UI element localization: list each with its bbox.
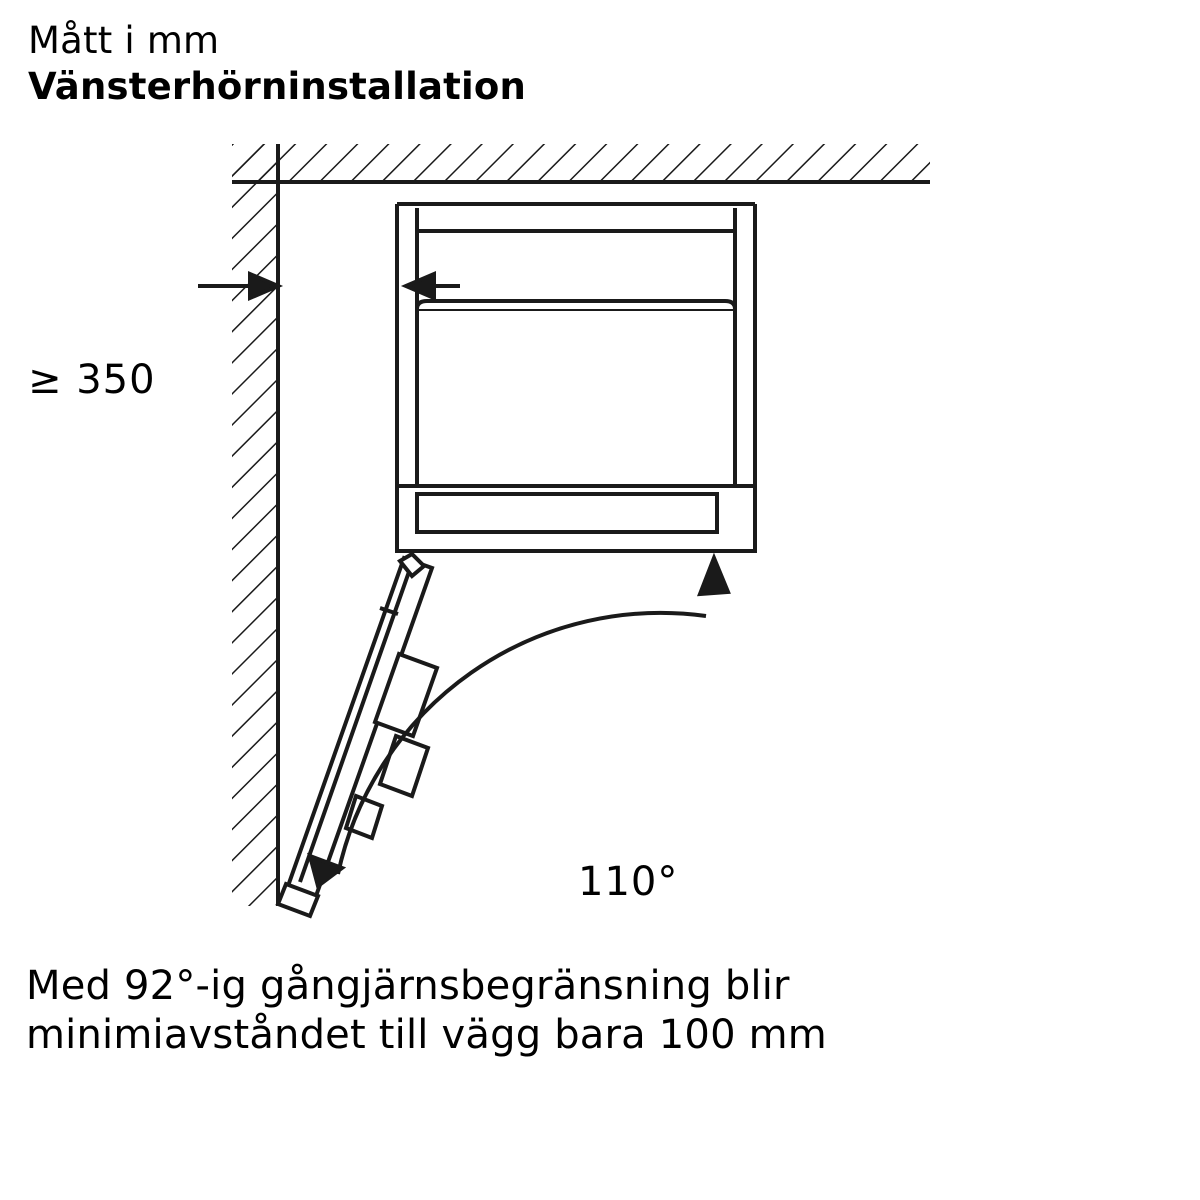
header-units-line: Mått i mm <box>28 19 220 62</box>
depth-arrow <box>406 274 460 298</box>
ceiling-hatching <box>232 144 930 182</box>
footer-line-1: Med 92°-ig gångjärnsbegränsning blir <box>26 963 790 1009</box>
header-title-line: Vänsterhörninstallation <box>28 65 527 108</box>
left-wall-hatching <box>232 144 278 906</box>
footer-note <box>26 962 1146 1060</box>
door-arrow <box>310 856 342 886</box>
appliance-arrow <box>700 558 728 594</box>
door-angle-label: 110° <box>578 859 679 905</box>
installation-diagram <box>0 96 1200 956</box>
clearance-label: ≥ 350 <box>28 357 156 403</box>
diagram-svg <box>0 96 1200 956</box>
built-in-appliance-outline <box>397 204 755 551</box>
footer-line-2: minimiavståndet till vägg bara 100 mm <box>26 1012 827 1058</box>
